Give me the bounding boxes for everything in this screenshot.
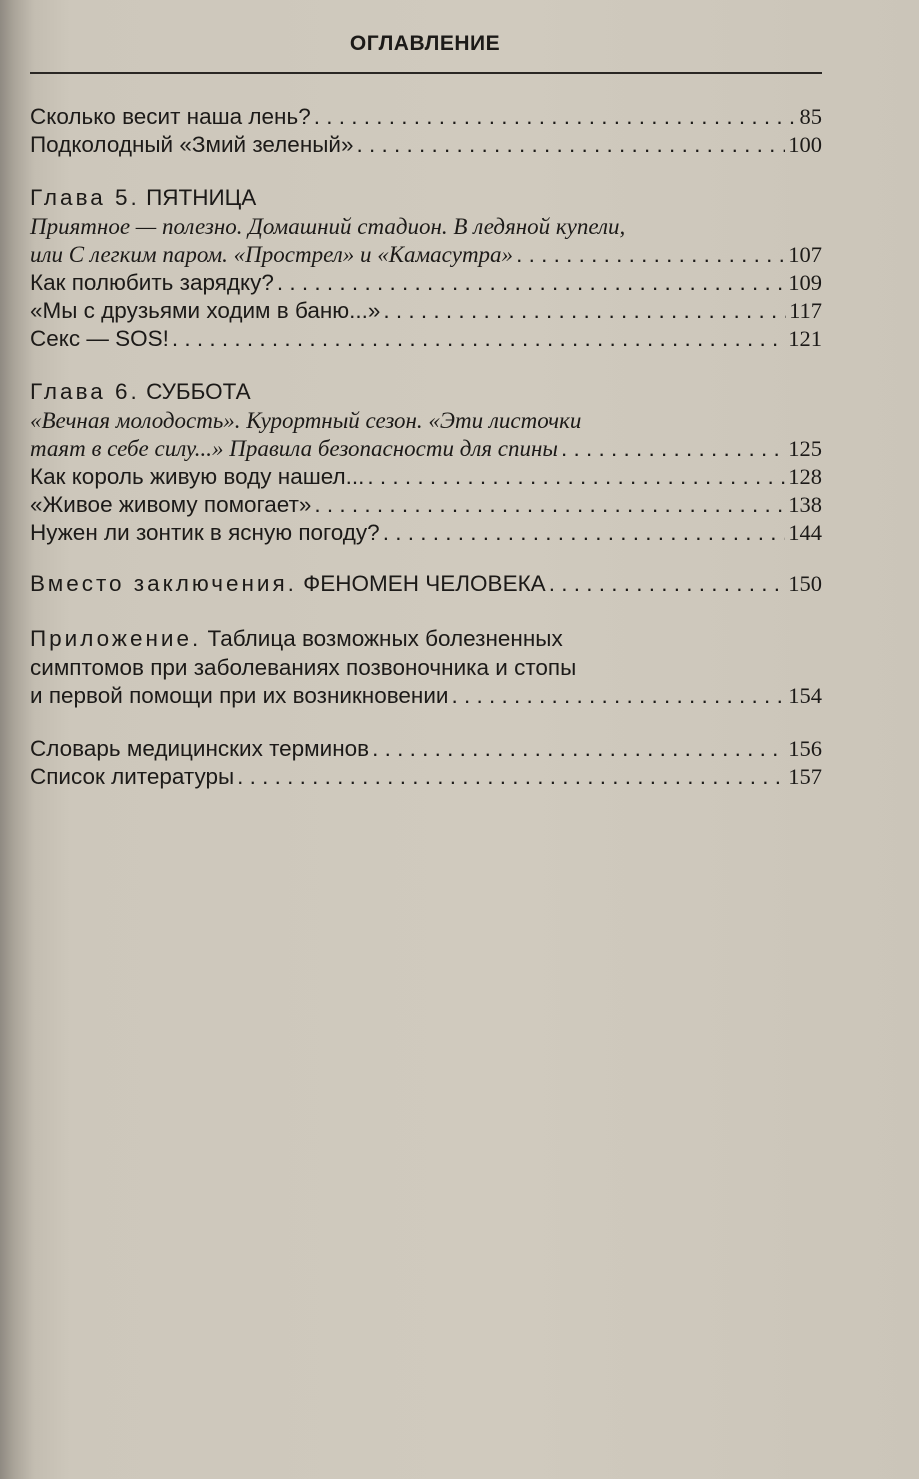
toc-entry-title: Сколько весит наша лень?: [30, 104, 311, 129]
toc-entry: [30, 103, 822, 131]
toc-entry-page: 128: [788, 464, 822, 489]
toc-entry-title: или С легким паром. «Прострел» и «Камасутра»: [30, 242, 514, 267]
toc-leader: [516, 241, 785, 269]
chapter-5-heading: [30, 183, 822, 213]
toc-leader: [314, 491, 785, 519]
toc-leader: [452, 682, 786, 710]
toc-leader: [383, 519, 786, 547]
chapter-name: ПЯТНИЦА: [146, 185, 257, 210]
page-header: ОГЛАВЛЕНИЕ: [349, 32, 501, 55]
appendix-heading: [30, 624, 822, 654]
toc-entry-page: 100: [788, 132, 822, 157]
toc-leader: [549, 569, 786, 599]
toc-leader: [367, 463, 785, 491]
toc-entry: [30, 325, 822, 353]
toc-entry-page: 154: [788, 683, 822, 708]
toc-entry-title: Как полюбить зарядку?: [30, 270, 274, 295]
toc-entry-page: 125: [788, 436, 822, 461]
toc-entry: [30, 763, 822, 791]
toc-entry: [30, 519, 822, 547]
toc-entry-title: «Живое живому помогает»: [30, 492, 312, 517]
toc-entry-title: Секс — SOS!: [30, 326, 169, 351]
conclusion-name: ФЕНОМЕН ЧЕЛОВЕКА: [303, 571, 546, 596]
conclusion-label: Вместо заключения.: [30, 571, 297, 596]
toc-entry-page: 109: [788, 270, 822, 295]
toc-entry-title: Подколодный «Змий зеленый»: [30, 132, 354, 157]
chapter-summary-line: [30, 241, 822, 269]
toc-leader: [383, 297, 786, 325]
toc-entry: [30, 297, 822, 325]
toc-leader: [172, 325, 785, 353]
toc-entry: [30, 269, 822, 297]
chapter-summary-line: «Вечная молодость». Курортный сезон. «Эти листочки: [30, 408, 582, 433]
toc-entry-page: 144: [788, 520, 822, 545]
toc-entry-page: 117: [789, 298, 822, 323]
toc-leader: [237, 763, 785, 791]
chapter-label: Глава 6.: [30, 379, 140, 404]
toc-leader: [314, 103, 797, 131]
table-of-contents: [30, 103, 822, 791]
toc-entry: [30, 131, 822, 159]
toc-entry-page: 157: [788, 764, 822, 789]
toc-entry: [30, 491, 822, 519]
toc-entry-title: и первой помощи при их возникновении: [30, 683, 449, 708]
toc-entry-page: 121: [788, 326, 822, 351]
header-rule: [30, 72, 822, 74]
toc-entry-title: Нужен ли зонтик в ясную погоду?: [30, 520, 380, 545]
appendix-text-line: симптомов при заболеваниях позвоночника и стопы: [30, 655, 577, 680]
toc-entry-page: 138: [788, 492, 822, 517]
toc-entry-page: 156: [788, 736, 822, 761]
chapter-summary-line: Приятное — полезно. Домашний стадион. В ледяной купели,: [30, 214, 626, 239]
toc-leader: [561, 435, 785, 463]
toc-entry-page: 150: [788, 571, 822, 596]
toc-entry: [30, 463, 822, 491]
chapter-summary-line: [30, 435, 822, 463]
toc-entry-title: таят в себе силу...» Правила безопасности для спины: [30, 436, 558, 461]
toc-entry-title: Как король живую воду нашел...: [30, 464, 365, 489]
toc-leader: [357, 131, 786, 159]
appendix-last-line: [30, 682, 822, 710]
conclusion-entry: [30, 569, 822, 599]
chapter-name: СУББОТА: [146, 379, 251, 404]
toc-entry-title: Словарь медицинских терминов: [30, 736, 370, 761]
chapter-label: Глава 5.: [30, 185, 140, 210]
chapter-6-heading: [30, 377, 822, 407]
appendix-text-line: Таблица возможных болезненных: [207, 626, 563, 651]
toc-entry-title: «Мы с друзьями ходим в баню...»: [30, 298, 381, 323]
toc-entry-page: 85: [799, 104, 822, 129]
toc-leader: [277, 269, 785, 297]
toc-entry-title: Список литературы: [30, 764, 235, 789]
appendix-label: Приложение.: [30, 626, 202, 651]
toc-leader: [372, 735, 785, 763]
toc-entry: [30, 735, 822, 763]
toc-entry-page: 107: [788, 242, 822, 267]
